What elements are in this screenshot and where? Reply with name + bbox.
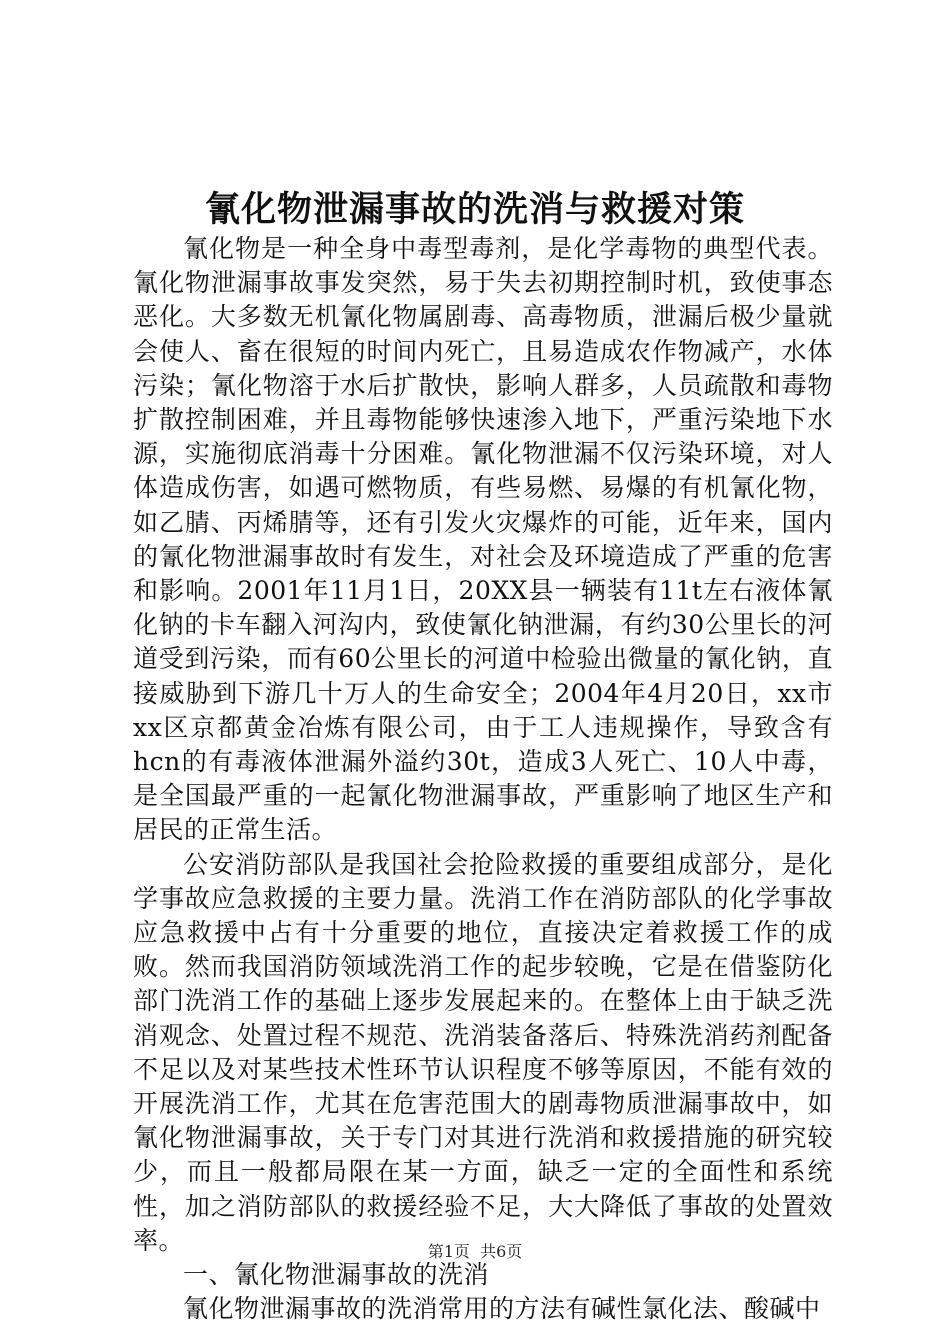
paragraph-decontamination-methods: 氰化物泄漏事故的洗消常用的方法有碱性氯化法、酸碱中 <box>183 1294 821 1324</box>
document-title: 氰化物泄漏事故的洗消与救援对策 <box>204 189 745 230</box>
section-heading: 一、氰化物泄漏事故的洗消 <box>183 1260 490 1290</box>
paragraph-intro: 氰化物是一种全身中毒型毒剂，是化学毒物的典型代表。氰化物泄漏事故事发突然，易于失去初期控制时机，致使事态恶化。大多数无机氰化物属剧毒、高毒物质，泄漏后极少量就会使人、畜在很短的时间内死亡，且易造成农作物减产，水体污染；氰化物溶于水后扩散快，影响人群多，人员疏散和毒物扩散控制困难，并且毒物能够快速渗入地下，严重污染地下水源，实施彻底消毒十分困难。氰化物泄漏不仅污染环境，对人体造成伤害，如遇可燃物质，有些易燃、易爆的有机氰化物，如乙腈、丙烯腈等，还有引发火灾爆炸的可能，近年来，国内的氰化物泄漏事故时有发生，对社会及环境造成了严重的危害和影响。2001年11月1日，20XX县一辆装有11t左右液体氰化钠的卡车翻入河沟内，致使氰化钠泄漏，有约30公里长的河道受到污染，而有60公里长的河道中检验出微量的氰化钠，直接威胁到下游几十万人的生命安全；2004年4月20日，xx市xx区京都黄金冶炼有限公司，由于工人违规操作，导致含有hcn的有毒液体泄漏外溢约30t，造成3人死亡、10人中毒，是全国最严重的一起氰化物泄漏事故，严重影响了地区生产和居民的正常生活。 <box>133 234 833 845</box>
document-body <box>133 232 833 1327</box>
page-footer <box>0 1242 950 1262</box>
page-number: 第1页 共6页 <box>427 1242 523 1261</box>
paragraph-fire-brigade: 公安消防部队是我国社会抢险救援的重要组成部分，是化学事故应急救援的主要力量。洗消工作在消防部队的化学事故应急救援中占有十分重要的地位，直接决定着救援工作的成败。然而我国消防领域洗消工作的起步较晚，它是在借鉴防化部门洗消工作的基础上逐步发展起来的。在整体上由于缺乏洗消观念、处置过程不规范、洗消装备落后、特殊洗消药剂配备不足以及对某些技术性环节认识程度不够等原因，不能有效的开展洗消工作，尤其在危害范围大的剧毒物质泄漏事故中，如氰化物泄漏事故，关于专门对其进行洗消和救援措施的研究较少，而且一般都局限在某一方面，缺乏一定的全面性和系统性，加之消防部队的救援经验不足，大大降低了事故的处置效率。 <box>133 849 833 1255</box>
